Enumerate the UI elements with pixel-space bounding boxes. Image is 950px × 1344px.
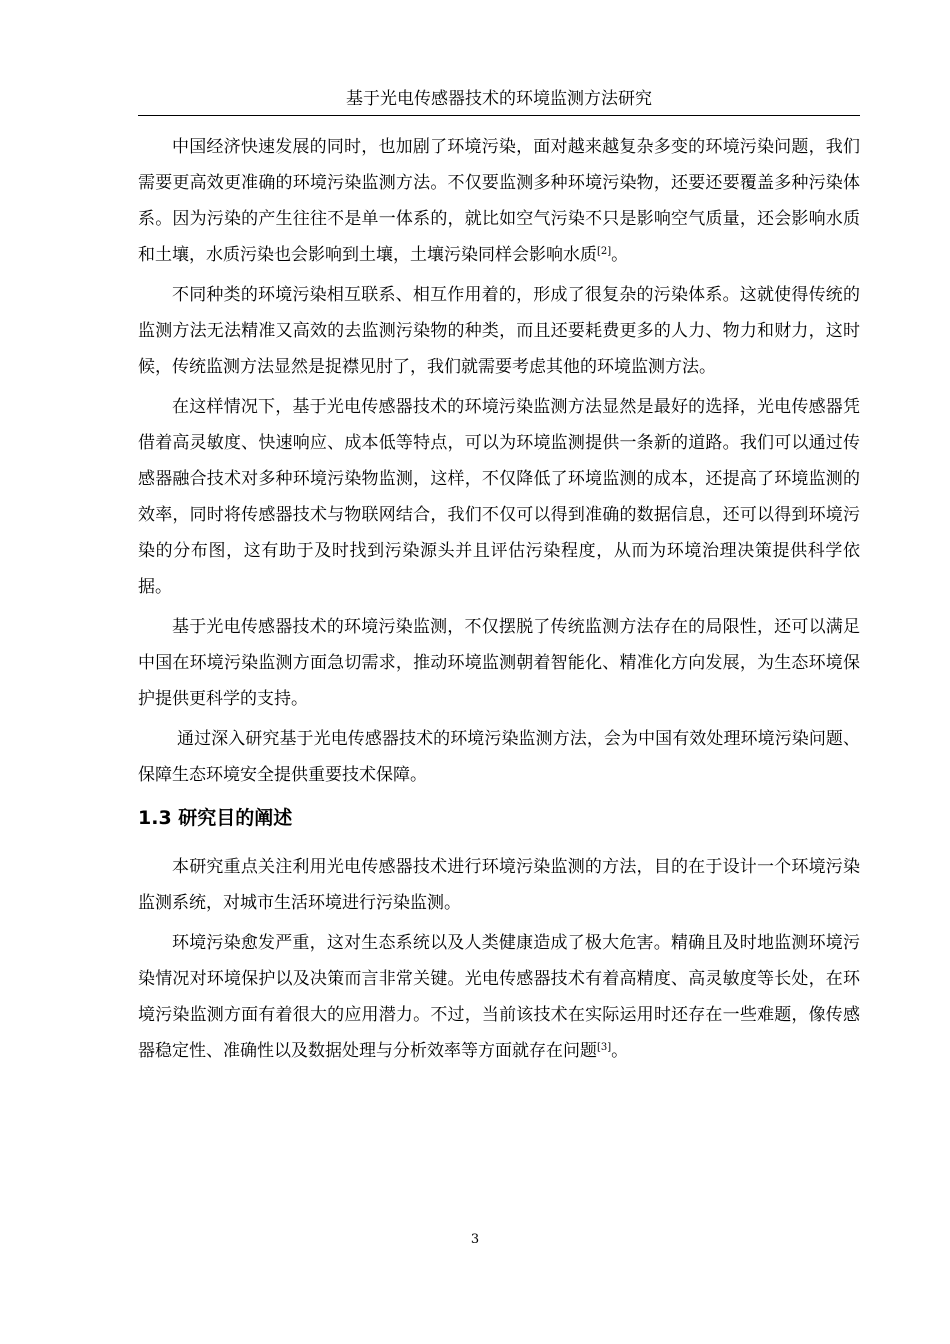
section-heading: 1.3 研究目的阐述 <box>138 807 293 829</box>
body-text <box>138 129 860 1073</box>
paragraph-2: 不同种类的环境污染相互联系、相互作用着的，形成了很复杂的污染体系。这就使得传统的监测方法无法精准又高效的去监测污染物的种类，而且还要耗费更多的人力、物力和财力，这时候，传统监测方法显然是捉襟见肘了，我们就需要考虑其他的环境监测方法。 <box>138 285 860 377</box>
citation-2: [2] <box>597 246 612 257</box>
paragraph-1-tail: 。 <box>611 245 629 265</box>
citation-3: [3] <box>597 1042 612 1053</box>
page-number: 3 <box>470 1232 480 1247</box>
section-paragraph-2-text: 环境污染愈发严重，这对生态系统以及人类健康造成了极大危害。精确且及时地监测环境污染情况对环境保护以及决策而言非常关键。光电传感器技术有着高精度、高灵敏度等长处，在环境污染监测方面有着很大的应用潜力。不过，当前该技术在实际运用时还存在一些难题，像传感器稳定性、准确性以及数据处理与分析效率等方面就存在问题 <box>138 933 860 1061</box>
paragraph-3: 在这样情况下，基于光电传感器技术的环境污染监测方法显然是最好的选择，光电传感器凭借着高灵敏度、快速响应、成本低等特点，可以为环境监测提供一条新的道路。我们可以通过传感器融合技术对多种环境污染物监测，这样，不仅降低了环境监测的成本，还提高了环境监测的效率，同时将传感器技术与物联网结合，我们不仅可以得到准确的数据信息，还可以得到环境污染的分布图，这有助于及时找到污染源头并且评估污染程度，从而为环境治理决策提供科学依据。 <box>138 397 860 597</box>
section-paragraph-2 <box>138 925 860 1069</box>
section-paragraph-2-tail: 。 <box>611 1041 629 1061</box>
header-rule <box>138 115 860 116</box>
paragraph-4: 基于光电传感器技术的环境污染监测，不仅摆脱了传统监测方法存在的局限性，还可以满足中国在环境污染监测方面急切需求，推动环境监测朝着智能化、精准化方向发展，为生态环境保护提供更科学的支持。 <box>138 617 860 709</box>
section-paragraph-1: 本研究重点关注利用光电传感器技术进行环境污染监测的方法，目的在于设计一个环境污染监测系统，对城市生活环境进行污染监测。 <box>138 857 860 913</box>
paragraph-5: 通过深入研究基于光电传感器技术的环境污染监测方法，会为中国有效处理环境污染问题、保障生态环境安全提供重要技术保障。 <box>138 729 860 785</box>
running-header-title: 基于光电传感器技术的环境监测方法研究 <box>346 89 652 109</box>
paragraph-1 <box>138 129 860 273</box>
paragraph-1-text: 中国经济快速发展的同时，也加剧了环境污染，面对越来越复杂多变的环境污染问题，我们需要更高效更准确的环境污染监测方法。不仅要监测多种环境污染物，还要还要覆盖多种污染体系。因为污染的产生往往不是单一体系的，就比如空气污染不只是影响空气质量，还会影响水质和土壤，水质污染也会影响到土壤，土壤污染同样会影响水质 <box>138 137 860 265</box>
